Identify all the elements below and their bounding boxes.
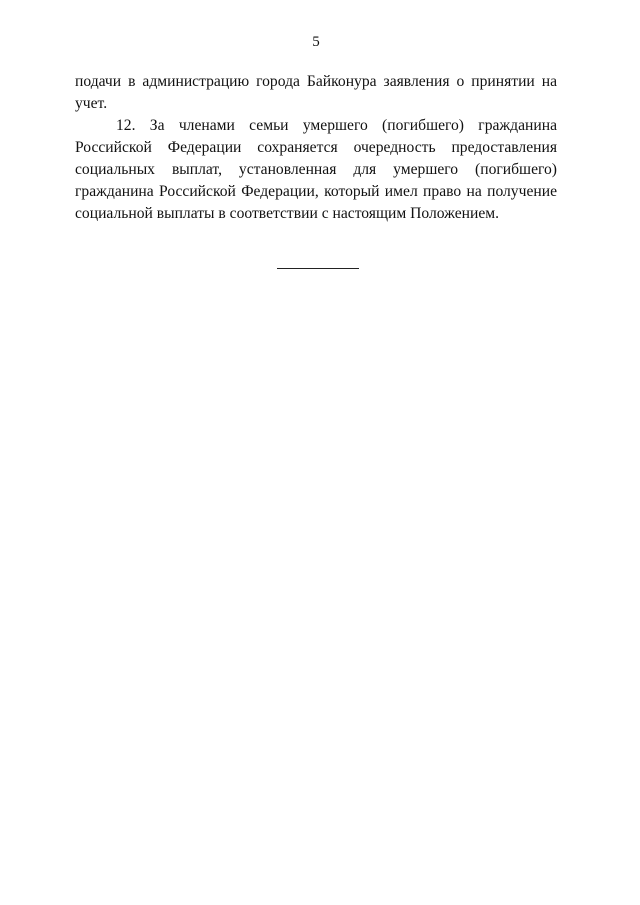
- paragraph-item-12: 12. За членами семьи умершего (погибшего) гражданина Российской Федерации сохраняется очередность предоставления социальных выплат, установленная для умершего (погибшего) гражданина Российской Федерации, который имел право на получение социальной выплаты в соответствии с настоящим Положением.: [75, 117, 557, 222]
- page-number: 5: [312, 34, 320, 50]
- end-separator-line: [277, 268, 359, 269]
- document-body: [75, 71, 557, 225]
- paragraph-continuation: подачи в администрацию города Байконура заявления о принятии на учет.: [75, 73, 557, 112]
